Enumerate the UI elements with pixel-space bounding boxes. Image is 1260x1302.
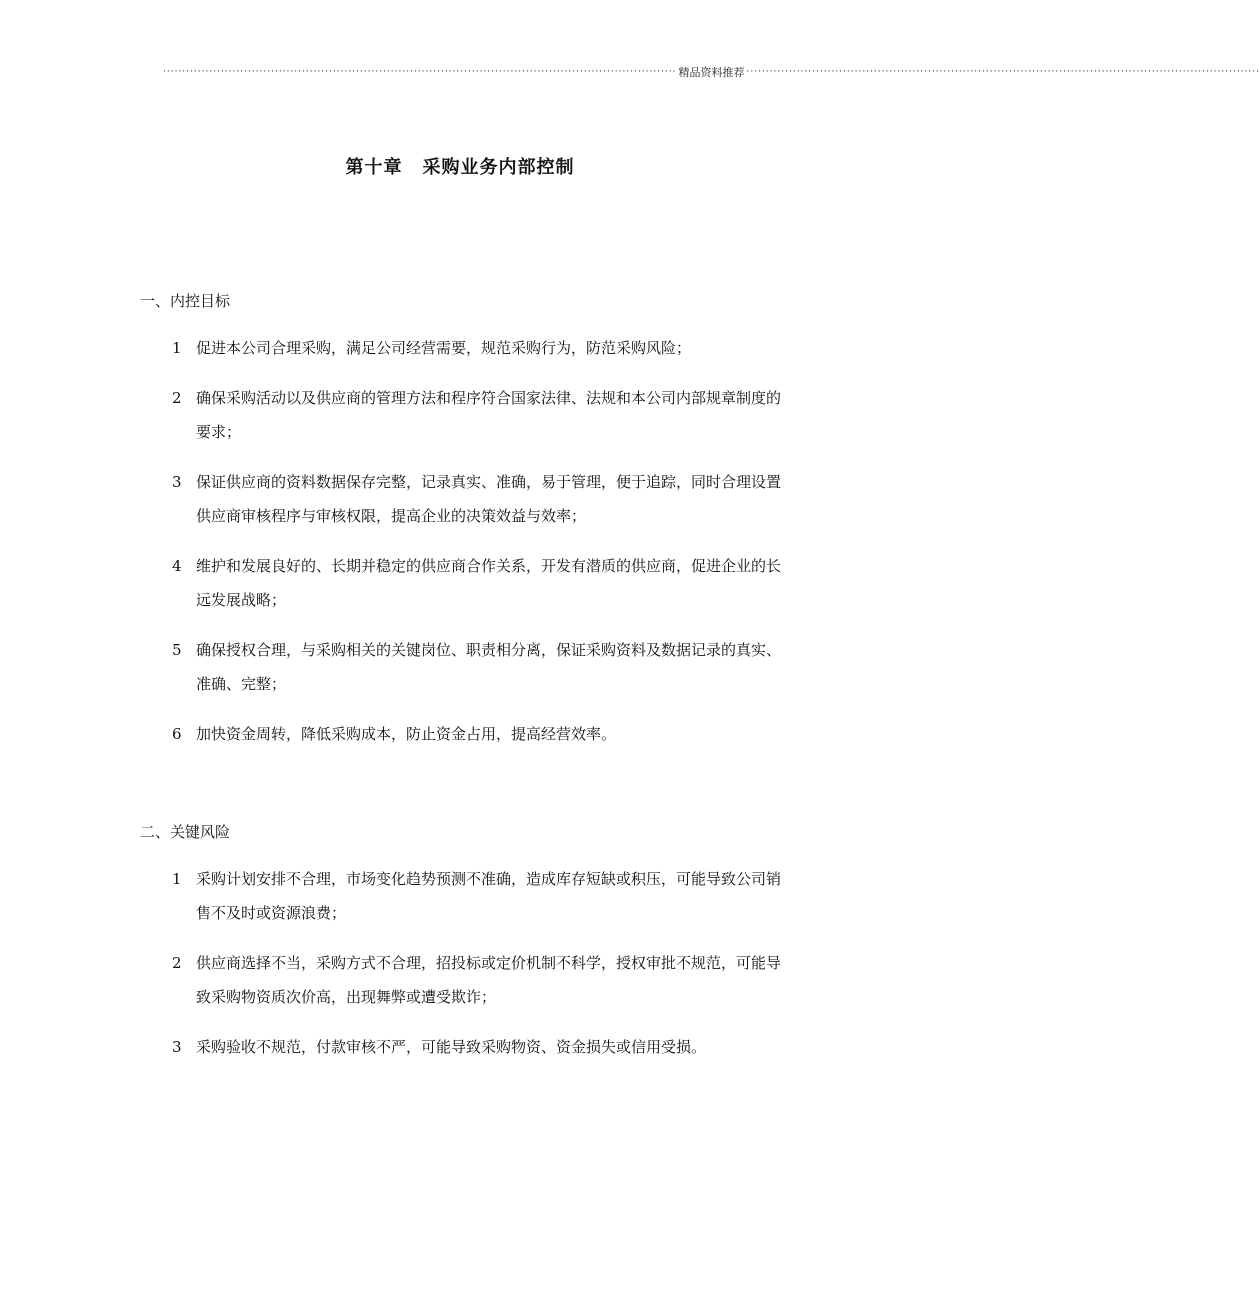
header-dots-left: ····································································································································· [163, 67, 677, 77]
header-dots-right: ····································································································································· [746, 67, 1260, 77]
item-number: 2 [172, 954, 182, 972]
item-text: 保证供应商的资料数据保存完整，记录真实、准确，易于管理，便于追踪，同时合理设置供应商审核程序与审核权限，提高企业的决策效益与效率； [196, 473, 782, 525]
item-text: 加快资金周转，降低采购成本，防止资金占用，提高经营效率。 [196, 725, 617, 743]
item-number: 1 [172, 870, 182, 888]
item-text: 采购计划安排不合理，市场变化趋势预测不准确，造成库存短缺或积压，可能导致公司销售不及时或资源浪费； [196, 870, 782, 922]
header-text: 精品资料推荐 [678, 66, 745, 79]
chapter-name: 采购业务内部控制 [422, 157, 575, 178]
list-item [172, 381, 784, 449]
list-item [172, 465, 784, 533]
list-item [172, 633, 784, 701]
list-item [172, 549, 784, 617]
item-number: 3 [172, 473, 182, 491]
item-number: 1 [172, 339, 182, 357]
item-text: 确保采购活动以及供应商的管理方法和程序符合国家法律、法规和本公司内部规章制度的要求； [196, 389, 782, 441]
section-heading: 一、内控目标 [140, 292, 231, 310]
item-number: 2 [172, 389, 182, 407]
section-heading: 二、关键风险 [140, 823, 231, 841]
list-item [172, 717, 784, 751]
list-item [172, 1030, 784, 1064]
item-number: 3 [172, 1038, 182, 1056]
chapter-number: 第十章 [345, 157, 403, 178]
item-number: 5 [172, 641, 182, 659]
item-number: 4 [172, 557, 182, 575]
item-text: 采购验收不规范，付款审核不严，可能导致采购物资、资金损失或信用受损。 [196, 1038, 707, 1056]
list-item [172, 862, 784, 930]
page-title [0, 153, 920, 179]
list-item [172, 946, 784, 1014]
page-header [163, 64, 1260, 80]
list-item [172, 331, 784, 365]
item-text: 维护和发展良好的、长期并稳定的供应商合作关系，开发有潜质的供应商，促进企业的长远发展战略； [196, 557, 782, 609]
item-text: 促进本公司合理采购，满足公司经营需要，规范采购行为，防范采购风险； [196, 339, 692, 357]
item-text: 供应商选择不当，采购方式不合理，招投标或定价机制不科学，授权审批不规范，可能导致采购物资质次价高，出现舞弊或遭受欺诈； [196, 954, 782, 1006]
item-text: 确保授权合理，与采购相关的关键岗位、职责相分离，保证采购资料及数据记录的真实、准确、完整； [196, 641, 782, 693]
item-number: 6 [172, 725, 182, 743]
